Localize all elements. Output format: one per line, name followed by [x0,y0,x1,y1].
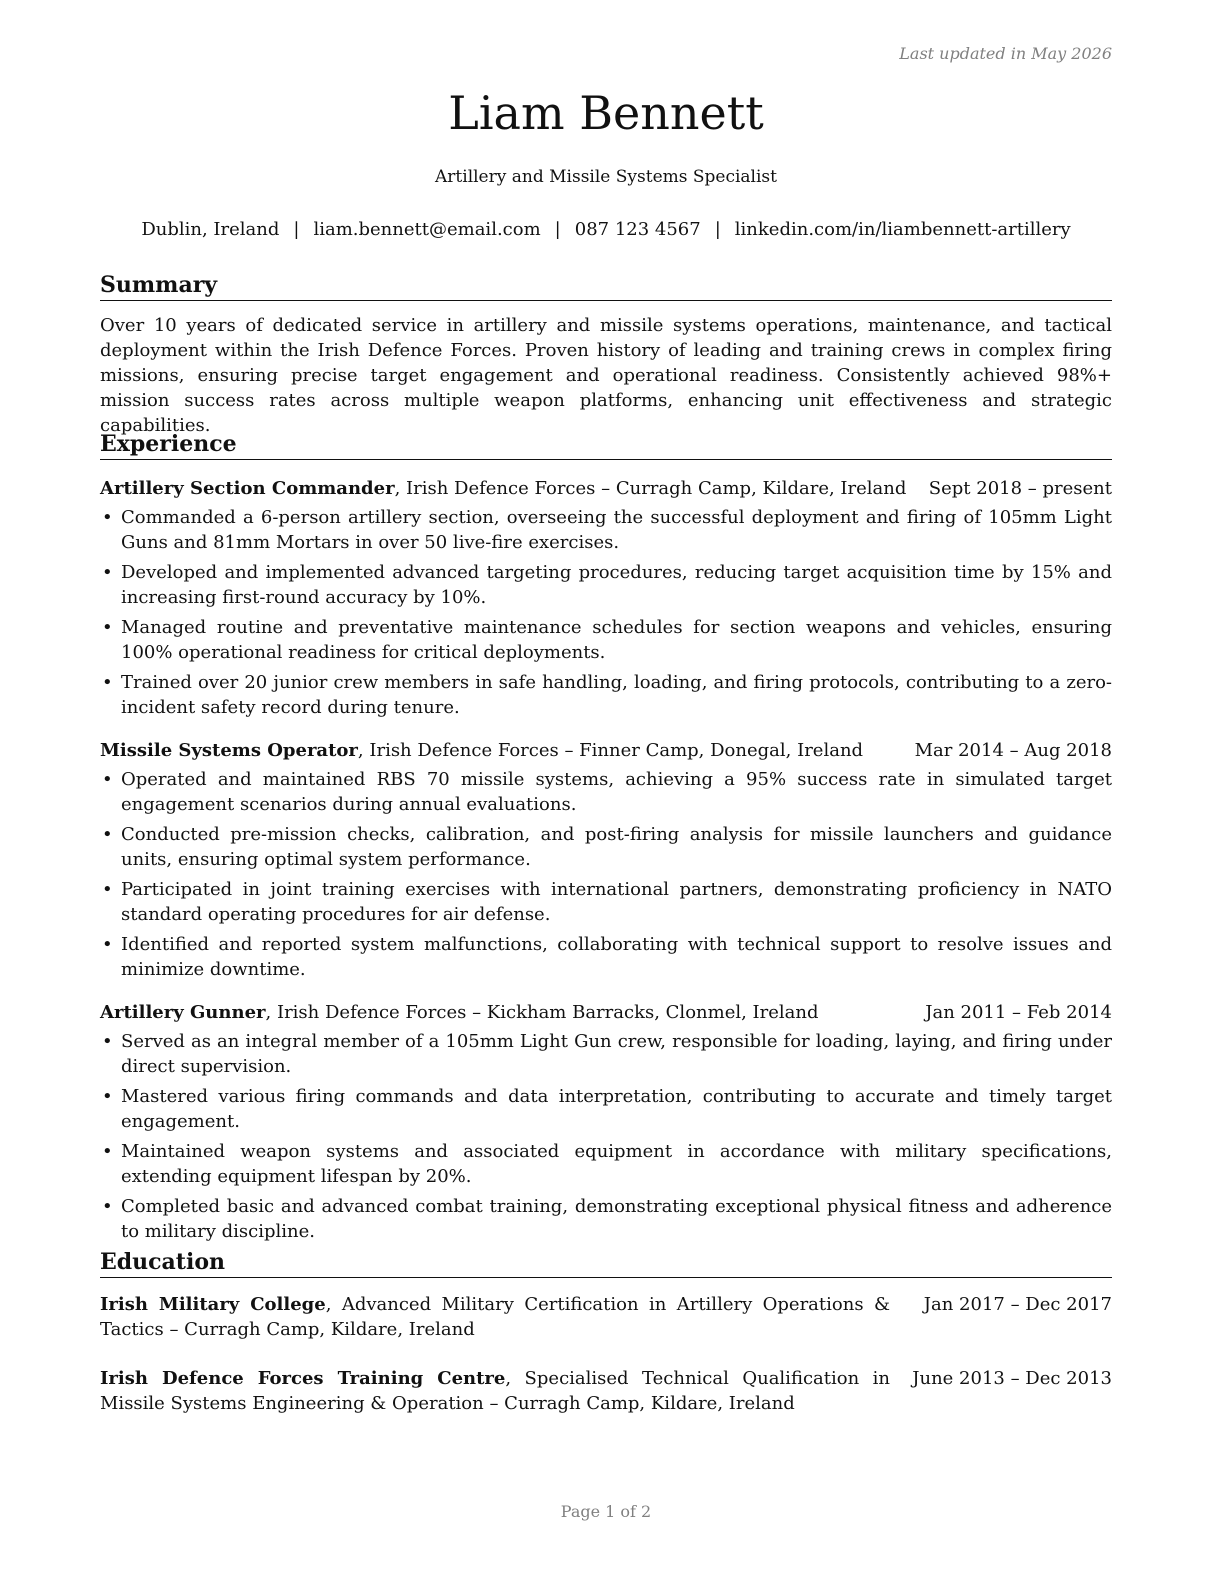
last-updated-note: Last updated in May 2026 [899,44,1112,63]
job-bullet: • Managed routine and preventative maintenance schedules for section weapons and vehicles, ensuring 100% operational readiness for critical deployments. [100,615,1112,665]
education-heading: Education [100,1247,1112,1278]
job-bullet: • Commanded a 6-person artillery section, overseeing the successful deployment and firing of 105mm Light Guns and 81mm Mortars in over 50 live-fire exercises. [100,505,1112,555]
job-bullet: • Mastered various firing commands and data interpretation, contributing to accurate and timely target engagement. [100,1084,1112,1134]
contact-separator: | [554,219,561,240]
job-bullets [100,1029,1112,1244]
job-role: Artillery Gunner [100,1002,266,1023]
job-bullet: • Trained over 20 junior crew members in safe handling, loading, and firing protocols, contributing to a zero-incident safety record during tenure. [100,670,1112,720]
education-institution: Irish Defence Forces Training Centre [100,1368,506,1389]
job-entry [100,1000,1112,1244]
job-bullet: • Served as an integral member of a 105mm Light Gun crew, responsible for loading, laying, and firing under direct supervision. [100,1029,1112,1079]
education-description [100,1292,890,1342]
candidate-headline: Artillery and Missile Systems Specialist [435,167,777,187]
education-detail: , Advanced Military Certification in Artillery Operations & Tactics – Curragh Camp, Kildare, Ireland [100,1294,890,1340]
education-entry [100,1366,1112,1416]
page-number: Page 1 of 2 [560,1502,652,1521]
education-entry [100,1292,1112,1342]
contact-separator: | [714,219,721,240]
job-organization: , Irish Defence Forces – Finner Camp, Donegal, Ireland [357,740,864,761]
job-bullets [100,505,1112,720]
summary-text: Over 10 years of dedicated service in artillery and missile systems operations, maintenance, and tactical deployment within the Irish Defence Forces. Proven history of leading and training crews in complex firing missions, ensuring precise target engagement and operational readiness. Consistently achieved 98%+ mission success rates across multiple weapon platforms, enhancing unit effectiveness and strategic capabilities. [100,315,1112,436]
job-bullet: • Conducted pre-mission checks, calibration, and post-firing analysis for missile launchers and guidance units, ensuring optimal system performance. [100,822,1112,872]
job-title-line [100,476,906,501]
job-dates: Sept 2018 – present [928,478,1112,499]
contact-location: Dublin, Ireland [141,219,280,240]
job-dates: Jan 2011 – Feb 2014 [925,1002,1112,1023]
job-organization: , Irish Defence Forces – Curragh Camp, Kildare, Ireland [394,478,907,499]
job-header [100,1000,1112,1025]
job-bullet: • Identified and reported system malfunctions, collaborating with technical support to resolve issues and minimize downtime. [100,932,1112,982]
job-title-line [100,1000,819,1025]
experience-heading: Experience [100,429,1112,460]
job-bullet: • Maintained weapon systems and associated equipment in accordance with military specifications, extending equipment lifespan by 20%. [100,1139,1112,1189]
job-role: Missile Systems Operator [100,740,358,761]
education-section [100,1247,1112,1416]
job-bullet: • Completed basic and advanced combat training, demonstrating exceptional physical fitness and adherence to military discipline. [100,1194,1112,1244]
education-dates: Jan 2017 – Dec 2017 [923,1294,1112,1315]
job-bullet: • Operated and maintained RBS 70 missile systems, achieving a 95% success rate in simulated target engagement scenarios during annual evaluations. [100,767,1112,817]
job-entry [100,476,1112,720]
job-header [100,476,1112,501]
job-title-line [100,738,863,763]
education-detail: , Specialised Technical Qualification in Missile Systems Engineering & Operation – Curragh Camp, Kildare, Ireland [100,1368,890,1414]
candidate-name: Liam Bennett [448,86,764,140]
job-entry [100,738,1112,982]
education-dates: June 2013 – Dec 2013 [912,1368,1112,1389]
job-bullets [100,767,1112,982]
resume-page [100,0,1112,1584]
contact-linkedin[interactable]: linkedin.com/in/liambennett-artillery [734,219,1071,240]
contact-email[interactable]: liam.bennett@email.com [313,219,541,240]
contact-separator: | [293,219,300,240]
job-bullet: • Developed and implemented advanced targeting procedures, reducing target acquisition time by 15% and increasing first-round accuracy by 10%. [100,560,1112,610]
job-bullet: • Participated in joint training exercises with international partners, demonstrating proficiency in NATO standard operating procedures for air defense. [100,877,1112,927]
job-role: Artillery Section Commander [100,478,395,499]
contact-line [100,219,1112,240]
contact-phone: 087 123 4567 [574,219,701,240]
experience-section [100,429,1112,1249]
summary-heading: Summary [100,270,1112,301]
job-organization: , Irish Defence Forces – Kickham Barracks, Clonmel, Ireland [265,1002,819,1023]
education-institution: Irish Military College [100,1294,326,1315]
summary-section [100,270,1112,438]
education-description [100,1366,890,1416]
job-header [100,738,1112,763]
job-dates: Mar 2014 – Aug 2018 [914,740,1112,761]
